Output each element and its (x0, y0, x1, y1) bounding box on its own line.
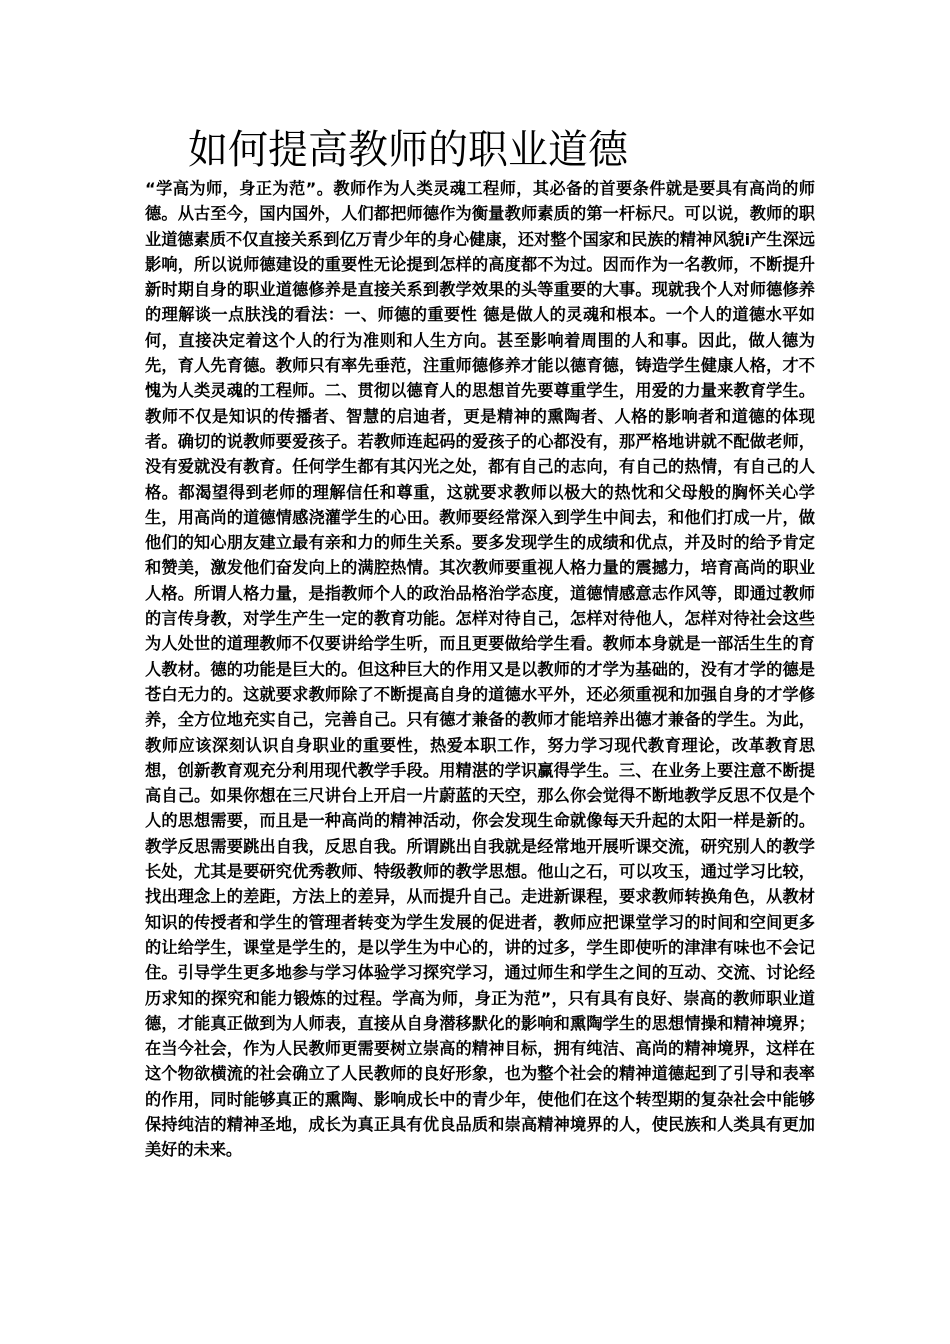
document-title: 如何提高教师的职业道德 (188, 127, 628, 173)
document-body-text: “学高为师，身正为范”。教师作为人类灵魂工程师，其必备的首要条件就是要具有高尚的师德。从古至今，国内国外，人们都把师德作为衡量教师素质的第一杆标尺。可以说，教师的职业道德素质不仅直接关系到亿万青少年的身心健康，还对整个国家和民族的精神风貌ⅰ产生深远影响，所以说师德建设的重要性无论提到怎样的高度都不为过。因而作为一名教师，不断提升新时期自身的职业道德修养是直接关系到教学效果的头等重要的大事。现就我个人对师德修养的理解谈一点肤浅的看法：一、师德的重要性 德是做人的灵魂和根本。一个人的道德水平如何，直接决定着这个人的行为准则和人生方向。甚至影响着周围的人和事。因此，做人德为先，育人先育德。教师只有率先垂范，注重师德修养才能以德育德，铸造学生健康人格，才不愧为人类灵魂的工程师。二、贯彻以德育人的思想首先要尊重学生，用爱的力量来教育学生。教师不仅是知识的传播者、智慧的启迪者，更是精神的熏陶者、人格的影响者和道德的体现者。确切的说教师要爱孩子。若教师连起码的爱孩子的心都没有，那严格地讲就不配做老师，没有爱就没有教育。任何学生都有其闪光之处，都有自己的志向，有自己的热情，有自己的人格。都渴望得到老师的理解信任和尊重，这就要求教师以极大的热忱和父母般的胸怀关心学生，用高尚的道德情感浇灌学生的心田。教师要经常深入到学生中间去，和他们打成一片，做他们的知心朋友建立最有亲和力的师生关系。要多发现学生的成绩和优点，并及时的给予肯定和赞美，激发他们奋发向上的满腔热情。其次教师要重视人格力量的震撼力，培育高尚的职业人格。所谓人格力量，是指教师个人的政治品格治学态度，道德情感意志作风等，即通过教师的言传身教，对学生产生一定的教育功能。怎样对待自己，怎样对待他人，怎样对待社会这些为人处世的道理教师不仅要讲给学生听，而且更要做给学生看。教师本身就是一部活生生的育人教材。德的功能是巨大的。但这种巨大的作用又是以教师的才学为基础的，没有才学的德是苍白无力的。这就要求教师除了不断提高自身的道德水平外，还必须重视和加强自身的才学修养，全方位地充实自己，完善自己。只有德才兼备的教师才能培养出德才兼备的学生。为此，教师应该深刻认识自身职业的重要性，热爱本职工作，努力学习现代教育理论，改革教育思想，创新教育观充分利用现代教学手段。用精湛的学识赢得学生。三、在业务上要注意不断提高自己。如果你想在三尺讲台上开启一片蔚蓝的天空，那么你会觉得不断地教学反思不仅是个人的思想需要，而且是一种高尚的精神活动，你会发现生命就像每天升起的太阳一样是新的。教学反思需要跳出自我，反思自我。所谓跳出自我就是经常地开展听课交流，研究别人的教学长处，尤其是要研究优秀教师、特级教师的教学思想。他山之石，可以攻玉，通过学习比较，找出理念上的差距，方法上的差异，从而提升自己。走进新课程，要求教师转换角色，从教材知识的传授者和学生的管理者转变为学生发展的促进者，教师应把课堂学习的时间和空间更多的让给学生，课堂是学生的，是以学生为中心的，讲的过多，学生即使听的津津有味也不会记住。引导学生更多地参与学习体验学习探究学习，通过师生和学生之间的互动、交流、讨论经历求知的探究和能力锻炼的过程。学高为师，身正为范”，只有具有良好、崇高的教师职业道德，才能真正做到为人师表，直接从自身潜移默化的影响和熏陶学生的思想情操和精神境界；在当今社会，作为人民教师更需要树立崇高的精神目标，拥有纯洁、高尚的精神境界，这样在这个物欲横流的社会确立了人民教师的良好形象，也为整个社会的精神道德起到了引导和表率的作用，同时能够真正的熏陶、影响成长中的青少年，使他们在这个转型期的复杂社会中能够保持纯洁的精神圣地，成长为真正具有优良品质和崇高精神境界的人，使民族和人类具有更加美好的未来。 (145, 179, 815, 1160)
